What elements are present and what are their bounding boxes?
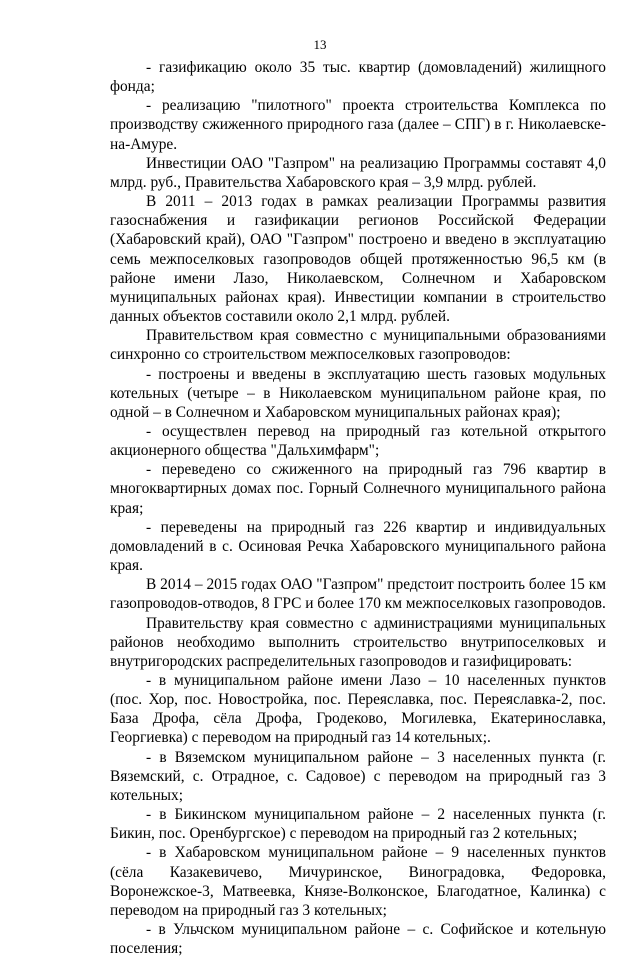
paragraph-2014-2015-plans: В 2014 – 2015 годах ОАО "Газпром" предстоит построить более 15 км газопроводов-отводов, 8 ГРС и более 170 км межпоселковых газопроводов. [110, 576, 606, 613]
paragraph-government-actions: Правительством края совместно с муниципальными образованиями синхронно со строительством межпоселковых газопроводов: [110, 327, 606, 364]
paragraph-vyazemsky-district: - в Вяземском муниципальном районе – 3 населенных пункта (г. Вяземский, с. Отрадное, с. Садовое) с переводом на природный газ 3 котельных; [110, 748, 606, 804]
paragraph-lng-pilot-project: - реализацию "пилотного" проекта строительства Комплекса по производству сжиженного природного газа (далее – СПГ) в г. Николаевске-на-Амуре. [110, 97, 606, 153]
document-body [110, 58, 606, 958]
paragraph-khabarovsky-district: - в Хабаровском муниципальном районе – 9 населенных пунктов (сёла Казакевичево, Мичуринское, Виноградовка, Федоровка, Воронежское-3, Матвеевка, Князе-Волконское, Благодатное, Калинка) с переводом на природный газ 3 котельных; [110, 844, 606, 919]
paragraph-gasification-apartments: - газификацию около 35 тыс. квартир (домовладений) жилищного фонда; [110, 59, 606, 96]
paragraph-gorny-apartments: - переведено со сжиженного на природный газ 796 квартир в многоквартирных домах пос. Горный Солнечного муниципального района края; [110, 461, 606, 517]
paragraph-ulchsky-district: - в Ульчском муниципальном районе – с. Софийское и котельную поселения; [110, 921, 606, 958]
paragraph-investments: Инвестиции ОАО "Газпром" на реализацию Программы составят 4,0 млрд. руб., Правительства Хабаровского края – 3,9 млрд. рублей. [110, 154, 606, 191]
paragraph-bikinsky-district: - в Бикинском муниципальном районе – 2 населенных пункта (г. Бикин, пос. Оренбургское) с переводом на природный газ 2 котельных; [110, 806, 606, 843]
paragraph-2011-2013-results: В 2011 – 2013 годах в рамках реализации Программы развития газоснабжения и газификации регионов Российской Федерации (Хабаровский край), ОАО "Газпром" построено и введено в эксплуатацию семь межпоселковых газопроводов общей протяженностью 96,5 км (в районе имени Лазо, Николаевском, Солнечном и Хабаровском муниципальных районах края). Инвестиции компании в строительство данных объектов составили около 2,1 млрд. рублей. [110, 193, 606, 326]
paragraph-dalkhimfarm-boiler: - осуществлен перевод на природный газ котельной открытого акционерного общества "Дальхимфарм"; [110, 422, 606, 460]
paragraph-modular-boilers: - построены и введены в эксплуатацию шесть газовых модульных котельных (четыре – в Николаевском муниципальном районе края, по одной – в Солнечном и Хабаровском муниципальных районах края); [110, 365, 606, 421]
page-number: 13 [313, 37, 327, 52]
paragraph-osinovaya-rechka: - переведены на природный газ 226 квартир и индивидуальных домовладений в с. Осиновая Речка Хабаровского муниципального района края. [110, 518, 606, 575]
paragraph-lazo-district: - в муниципальном районе имени Лазо – 10 населенных пунктов (пос. Хор, пос. Новостройка, пос. Переяславка, пос. Переяславка-2, пос. База Дрофа, сёла Дрофа, Гродеково, Могилевка, Екатеринославка, Георгиевка) с переводом на природный газ 14 котельных;. [110, 672, 606, 747]
paragraph-required-construction: Правительству края совместно с администрациями муниципальных районов необходимо выполнить строительство внутрипоселковых и внутригородских распределительных газопроводов и газифицировать: [110, 614, 606, 670]
